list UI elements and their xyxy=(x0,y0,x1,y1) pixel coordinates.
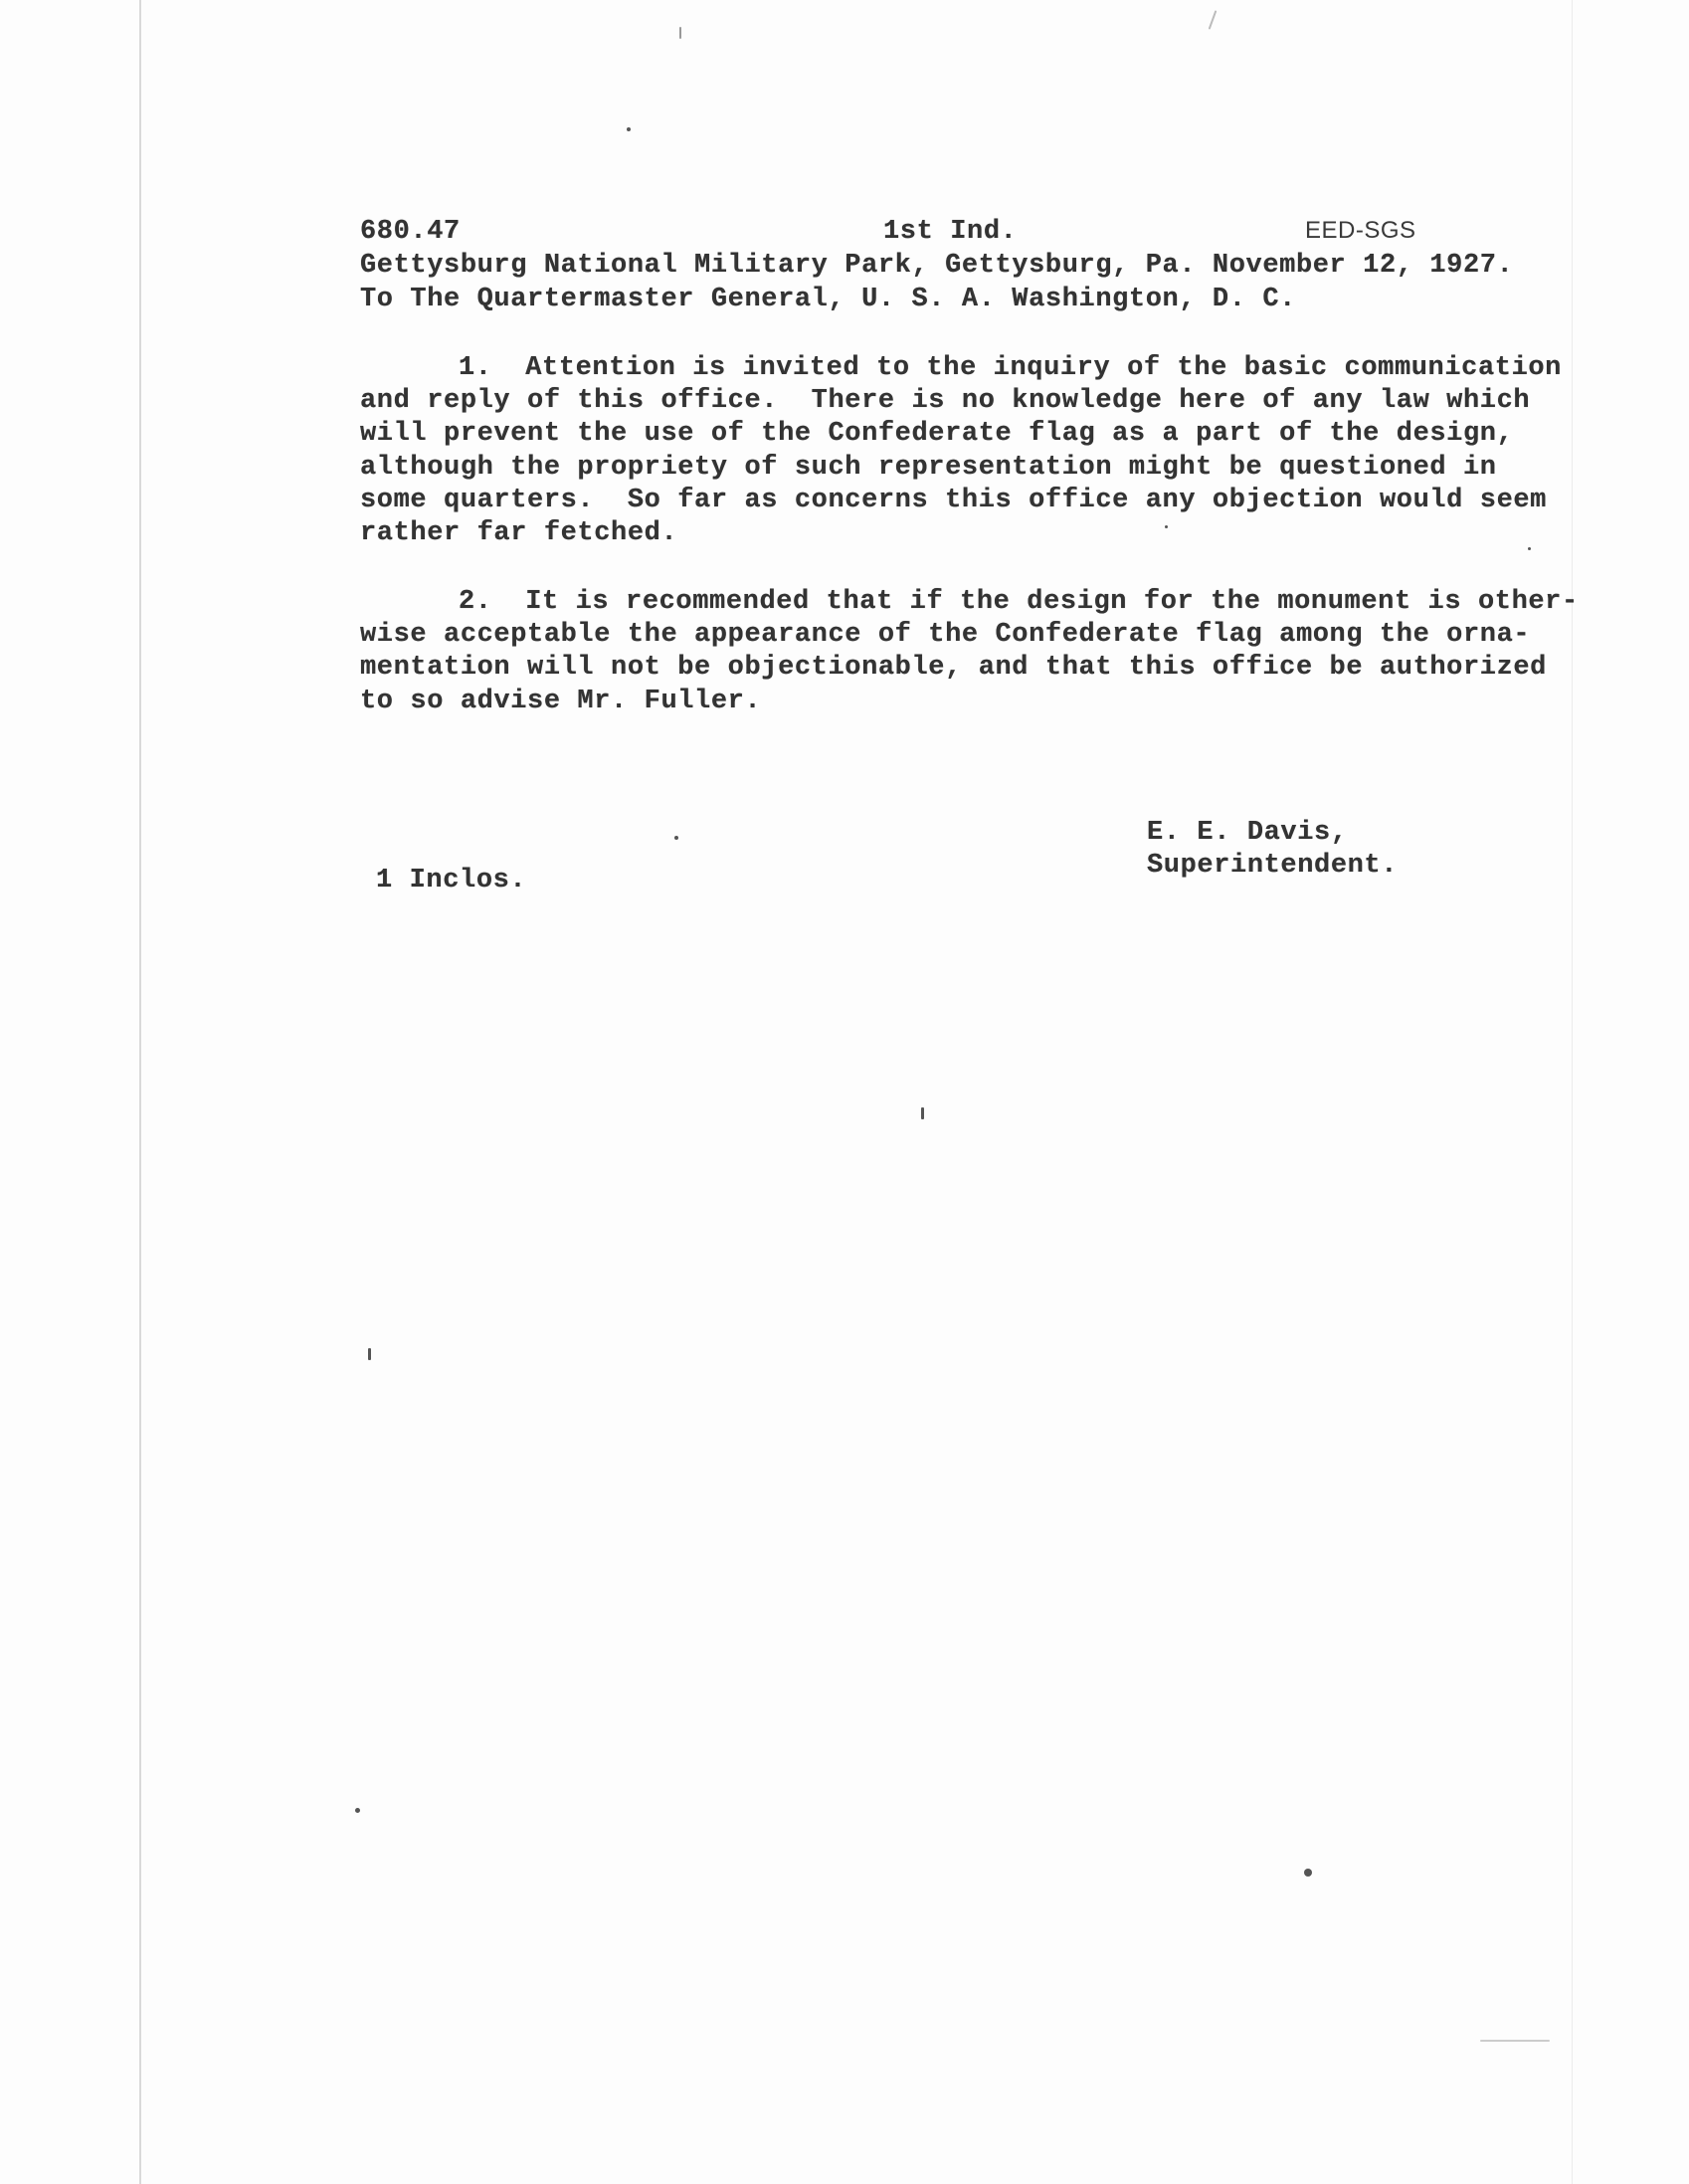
file-number: 680.47 xyxy=(360,217,461,247)
paragraph-line: will prevent the use of the Confederate flag as a part of the design, xyxy=(360,419,1514,449)
paragraph-line: 1. Attention is invited to the inquiry of the basic communication xyxy=(459,353,1562,383)
scan-speck xyxy=(921,1107,924,1119)
scan-speck xyxy=(679,27,681,39)
scan-edge-right xyxy=(1572,0,1573,2184)
paragraph-line: mentation will not be objectionable, and that this office be authorized xyxy=(360,653,1547,683)
paragraph-line: to so advise Mr. Fuller. xyxy=(360,687,762,716)
scan-speck xyxy=(1304,1869,1312,1877)
signature-title: Superintendent. xyxy=(1147,851,1399,881)
paragraph-line: although the propriety of such representation might be questioned in xyxy=(360,453,1497,483)
paragraph-line: rather far fetched. xyxy=(360,518,678,548)
to-line: To The Quartermaster General, U. S. A. Washington, D. C. xyxy=(360,285,1296,314)
scan-edge-left xyxy=(139,0,141,2184)
scan-speck xyxy=(1480,2040,1550,2042)
paragraph-line: wise acceptable the appearance of the Confederate flag among the orna- xyxy=(360,620,1531,650)
scan-speck xyxy=(627,127,631,131)
paragraph-line: some quarters. So far as concerns this office any objection would seem xyxy=(360,486,1547,515)
paragraph-line: and reply of this office. There is no knowledge here of any law which xyxy=(360,386,1531,416)
enclosure-note: 1 Inclos. xyxy=(376,866,527,895)
signature-name: E. E. Davis, xyxy=(1147,818,1348,848)
scan-speck xyxy=(1528,547,1531,550)
paragraph-line: 2. It is recommended that if the design for the monument is other- xyxy=(459,587,1579,617)
scan-speck xyxy=(674,836,678,840)
scan-speck xyxy=(1165,525,1168,528)
scan-speck xyxy=(1209,10,1218,29)
reference-code: EED-SGS xyxy=(1305,217,1416,244)
from-line: Gettysburg National Military Park, Gettysburg, Pa. November 12, 1927. xyxy=(360,251,1514,281)
indorsement-label: 1st Ind. xyxy=(883,217,1018,247)
scan-speck xyxy=(355,1808,360,1813)
scan-speck xyxy=(368,1348,371,1360)
